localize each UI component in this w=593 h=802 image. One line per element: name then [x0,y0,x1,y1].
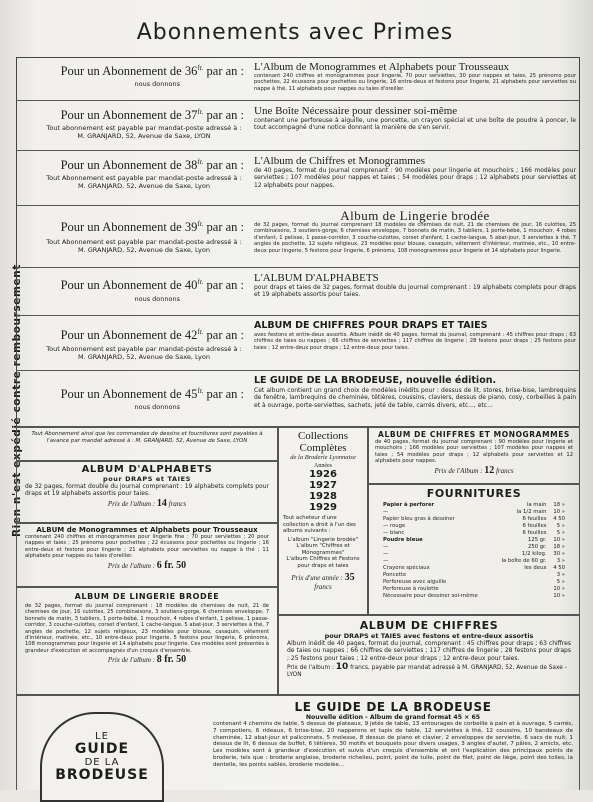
fourniture-row [383,565,565,572]
offer-sub: nous donnons [134,403,180,411]
year: 1926 [309,469,337,480]
offer-row [16,371,580,427]
collections-subtitle: de la Broderie Lyonnaise [290,454,356,461]
offer-price: Pour un Abonnement de $42^{fr.}$ par an : [60,328,244,343]
guide-logo [40,712,164,802]
collections-box [278,427,368,615]
offer-desc: contenant une perforeuse à aiguille, une poncette, un crayon spécial et une boîte de poudre à poncer, le tout accompagné d'une notice donnant la manière de s'en servir. [254,117,576,132]
offer-title: Album de Lingerie brodée [340,208,490,223]
collections-price: Prix d'une année : 35 francs [291,572,355,591]
offer-sub: Tout Abonnement est payable par mandat-poste adressé à : M. GRANJARD, 52, Avenue de Saxe, Lyon [46,174,242,190]
fourniture-label: Poncette [383,572,407,578]
fourniture-row [383,537,565,544]
collections-album: L'album "Chiffres et Monogrammes" [296,543,350,556]
album-chiffres-draps-desc: Album inédit de 40 pages, format du journal, comprenant : 45 chiffres pour draps ; 63 chiffres de taies ou nappes ; 66 chiffres de serviettes ; 117 chiffres de lingerie ; 28 festons pour draps ; 25 festons pour taies ; 12 entre-deux pour draps ; 12 entre-deux pour taies. [287,640,571,662]
album-chiffres-mono-box [368,427,580,484]
collections-years [283,469,363,513]
fourniture-label: Papier bleu gras à dessiner [383,516,455,522]
album-monogrammes-desc: contenant 240 chiffres et monogrammes pour lingerie fine ; 70 pour serviettes ; 20 pour nappes et taies ; 25 prénoms pour pochettes ; 22 écussons pour pochettes ou lingerie ; 16 entre-deux et festons pour lingerie ; 21 alphabets pour serviettes ou nappe à thé ; 11 alphabets pour nappes ou taies d'oreiller. [25,534,269,560]
offer-row [16,316,580,371]
collections-desc: Tout acheteur d'une collection a droit à l'un des albums suivants : [283,515,356,534]
album-lingerie-box [16,587,278,695]
fourniture-row [383,523,565,530]
album-lingerie-title: ALBUM DE LINGERIE BRODÉE [74,592,220,601]
album-alphabets-subtitle: pour DRAPS et TAIES [102,475,192,483]
fourniture-detail: 6 feuilles [522,523,547,529]
album-chiffres-draps-subtitle: pour DRAPS et TAIES avec festons et entre-deux assortis [324,632,534,640]
album-alphabets-box [16,461,278,523]
guide-title: LE GUIDE DE LA BRODEUSE [294,700,492,714]
fourniture-row [383,530,565,537]
offer-desc: pour draps et taies de 32 pages, format double du journal comprenant : 19 alphabets complets pour draps et 19 alphabets assortis pour taies. [254,284,576,299]
fourniture-label: Nécessaire pour dessiner soi-même [383,593,478,599]
fourniture-label: Poudre bleue [383,537,423,543]
fourniture-label: — [383,558,389,564]
fourniture-price: 10 » [553,537,565,543]
fourniture-price: 5 » [556,579,565,585]
fourniture-row [383,558,565,565]
offer-price: Pour un Abonnement de $37^{fr.}$ par an : [60,108,244,123]
collections-album: L'album "Lingerie brodée" [287,536,359,543]
fourniture-detail: 125 gr. [527,537,547,543]
fourniture-detail [494,586,547,593]
fourniture-detail: la boîte de 60 gr. [501,558,547,564]
offer-row [16,101,580,151]
fourniture-price: 30 » [553,551,565,557]
fourniture-detail: 6 feuilles [522,530,547,536]
year: 1928 [309,491,337,502]
offer-desc: contenant 240 chiffres et monogrammes pour lingerie, 70 pour serviettes, 30 pour nappes et taies, 25 prénoms pour pochettes, 22 écussons pour pochettes ou lingerie, 16 entre-deux et festons pour lingerie, 21 alphabets pour serviettes ou nappe à thé, 11 alphabets pour nappes ou taies d'oreiller. [254,73,576,92]
offer-sub: Tout abonnement est payable par mandat-poste adressé à : M. GRANJARD, 52, Avenue de Saxe, LYON [46,124,242,140]
year: 1929 [309,502,337,513]
album-chiffres-draps-price: Prix de l'album : 10 francs, payable par mandat adressé à M. GRANJARD, 52, Avenue de Saxe - LYON [287,662,567,679]
fourniture-price: 10 » [553,509,565,515]
offer-sub: nous donnons [134,295,180,303]
page-title: Abonnements avec Primes [136,20,454,45]
offer-row [16,57,580,101]
offer-title: Une Boîte Nécessaire pour dessiner soi-même [254,105,458,117]
fourniture-price: 18 » [553,502,565,508]
fourniture-row [383,593,565,600]
fourniture-row [383,502,565,509]
fournitures-box [368,484,580,615]
year: 1927 [309,480,337,491]
collections-album: L'album Chiffres et Festons pour draps et taies [286,556,360,569]
offer-row [16,206,580,268]
fourniture-detail: les deux [524,565,547,571]
logo-line: BRODEUSE [55,767,149,783]
fourniture-price: 5 » [556,530,565,536]
fourniture-detail: 1/2 kilog. [521,551,547,557]
fourniture-price: 3 » [556,572,565,578]
collections-title: Collections [297,430,349,442]
fourniture-row [383,509,565,516]
fourniture-label: Perforeuse à roulette [383,586,439,592]
offer-price: Pour un Abonnement de $39^{fr.}$ par an : [60,220,244,235]
fourniture-detail: 250 gr. [527,544,547,550]
guide-desc: contenant 4 chemins de table, 5 dessus de plateaux, 9 jetés de table, 13 entourages de corbeille à pain et à ouvrage, 5 carrés, 7 compotiers, 6 rideaux, 6 brise-bise, 20 napperons et tapis de table, 12 serviettes à thé, 12 coussins, 10 bandeaux de cheminée, 12 abat-jour et paliconnets, 5 molesse, 8 dessus de piano et clavier, 2 enveloppes de serviette, 6 sacs de nuit, 1 dessus de lit, 6 dessus de buffet, 6 têtières, 30 motifs et bouquets pour divers usages, 3 angles d'autel, 7 pâles, 2 amicts, etc. Les modèles sont à grandeur d'exécution et suivis d'un croquis d'ensemble et ont l'explication des principaux points de broderie, tels que : broderie anglaise, broderie richelieu, point, point de tulle, point de filet, point de liège, point des toiles, la dentelle, les points sablés, broderie modelée... [213,721,573,768]
fourniture-label: Papier à perforer [383,502,435,508]
offer-title: ALBUM DE CHIFFRES POUR DRAPS ET TAIES [254,320,488,331]
album-chiffres-draps-box [278,615,580,695]
fournitures-title: FOURNITURES [426,487,522,500]
album-chiffres-mono-title: ALBUM DE CHIFFRES ET MONOGRAMMES [378,430,570,439]
offer-price: Pour un Abonnement de $38^{fr.}$ par an : [60,158,244,173]
offer-title: L'ALBUM D'ALPHABETS [254,272,379,284]
offer-title: LE GUIDE DE LA BRODEUSE, nouvelle édition. [254,375,497,386]
fourniture-row [383,544,565,551]
offer-price: Pour un Abonnement de $40^{fr.}$ par an : [60,278,244,293]
offer-desc: avec festons et entre-deux assortis. Album inédit de 40 pages, format du journal, comprenant : 45 chiffres pour draps ; 63 chiffres de taies ou nappes ; 66 chiffres de serviettes ; 117 chiffres de lingerie ; 28 festons pour draps ; 25 festons pour taies ; 12 entre-deux pour draps ; 12 entre-deux pour taies. [254,332,576,351]
fourniture-row [383,551,565,558]
side-note: Rien n'est expédié contre remboursement [11,264,23,537]
offer-price: Pour un Abonnement de $36^{fr.}$ par an : [60,64,244,79]
album-chiffres-draps-title: ALBUM DE CHIFFRES [359,619,499,632]
album-alphabets-desc: de 32 pages, format double du journal comprenant : 19 alphabets complets pour draps et 19 alphabets assortis pour taies. [25,483,269,498]
fourniture-price: 10 » [553,593,565,599]
album-monogrammes-price: Prix de l'album : 6 fr. 50 [107,559,187,571]
fourniture-row [383,579,565,586]
album-monogrammes-box [16,523,278,587]
logo-line: DE LA [84,757,120,768]
offer-desc: de 40 pages, format du Journal comprenant : 90 modèles pour lingerie et mouchoirs ; 166 modèles pour serviettes ; 107 modèles pour nappes et taies ; 54 modèles pour draps ; 12 alphabets pour serviettes et 12 alphabets pour nappes. [254,167,576,189]
album-monogrammes-title: ALBUM de Monogrammes et Alphabets pour Trousseaux [36,526,258,534]
offer-row [16,268,580,316]
fourniture-detail [494,593,547,600]
album-alphabets-title: ALBUM D'ALPHABETS [81,464,213,475]
fourniture-row [383,572,565,579]
offer-sub: Tout Abonnement est payable par mandat-poste adressé à : M. GRANJARD, 52, Avenue de Saxe, Lyon [46,345,242,361]
album-alphabets-price: Prix de l'album : 14 francs [107,497,187,509]
fourniture-price: 4 50 [553,565,565,571]
fourniture-label: Crayons spéciaux [383,565,430,571]
fourniture-detail [494,579,547,586]
logo-line: LE [95,731,109,742]
offer-sub: Tout Abonnement est payable par mandat-poste adressé à : M. GRANJARD, 52, Avenue de Saxe, Lyon [46,238,242,254]
fourniture-label: — [383,509,389,515]
fourniture-row [383,516,565,523]
fourniture-detail: 6 feuilles [522,516,547,522]
fourniture-price: 5 » [556,523,565,529]
fourniture-label: — [383,551,389,557]
collections-years-label: Années [314,463,332,469]
fourniture-label: — blanc [383,530,405,536]
fourniture-label: — rouge [383,523,406,529]
offer-title: L'Album de Chiffres et Monogrammes [254,155,426,167]
offer-row [16,151,580,206]
fourniture-detail: la main [526,502,547,508]
fournitures-list [383,502,565,600]
offer-price: Pour un Abonnement de $45^{fr.}$ par an : [60,387,244,402]
offer-sub: nous donnons [134,80,180,88]
guide-subtitle: Nouvelle édition - Album de grand format 45 × 65 [305,714,481,721]
fourniture-price: 10 » [553,586,565,592]
collections-title2: Complètes [299,442,347,454]
album-chiffres-mono-desc: de 40 pages, format du journal comprenant : 90 modèles pour lingerie et mouchoirs ; 166 modèles pour serviettes ; 107 modèles pour nappes et taies ; 54 modèles pour draps ; 12 alphabets pour serviettes et 12 alphabets pour nappes. [375,439,573,465]
fourniture-price: 18 » [553,544,565,550]
fourniture-price: 4 50 [553,516,565,522]
offer-desc: de 32 pages, format du journal comprenant 18 modèles de chemises de nuit, 21 de chemises de jour, 16 culottes, 25 combinaisons, 3 soutiens-gorge, 6 chemises enveloppe, 7 bonnets de matin, 3 tabliers, 1 porte-bébé, 1 mouchoir, 4 robes d'enfant, 1 pelisse, 1 passe-corridor, 3 couche-culottes, corset d'enfant, 1 cache-langue, 5 abat-jour, 3 serviettes à thé, 7 angles de pochette, 12 sujets religieux, 23 modèles pour blouse, casaquin, vêtement d'intérieur, matinée, etc., 10 entre-deux pour lingerie, 5 festons pour lingerie, 6 prénoms, 108 monogrammes pour lingerie et 14 alphabets pour lingerie. [254,222,576,254]
fourniture-row [383,586,565,593]
logo-line: GUIDE [74,741,130,757]
fourniture-detail: la 1/2 main [516,509,547,515]
offer-title: L'Album de Monogrammes et Alphabets pour Trousseaux [254,61,509,73]
album-chiffres-mono-price: Prix de l'Album : 12 francs [434,464,514,476]
payment-note: Tout Abonnement ainsi que les commandes de dessins et fournitures sont payables à l'avance par mandat adressé à : M. GRANJARD, 52, Avenue de Saxe, LYON [16,427,278,461]
album-lingerie-desc: de 32 pages, format du journal comprenant : 18 modèles de chemises de nuit, 21 de chemises de jour, 16 culottes, 25 combinaisons, 3 soutiens-gorge, 6 chemises enveloppe, 7 bonnets de matin, 3 tabliers, 1 porte-bébé, 1 mouchoir, 4 robes d'enfant, 1 pelisse, 1 passe-corridor, 3 couche-culottes, corset d'enfant, 1 cache-langue, 5 abat-jour, 3 serviettes à thé, 7 angles de pochette, 12 sujets religieux, 23 modèles pour blouse, casaquin, vêtement d'intérieur, matinée, etc., 10 entre-deux pour lingerie, 5 festons pour lingerie, 6 prénoms, 108 monogrammes pour lingerie et 14 alphabets pour lingerie. Ces modèles sont présentés à grandeur d'exécution et accompagnés d'un croquis d'ensemble. [25,603,269,654]
album-lingerie-price: Prix de l'album : 8 fr. 50 [107,654,187,666]
fourniture-detail [494,572,547,579]
fourniture-price: 3 » [556,558,565,564]
fourniture-label: Perforeuse avec aiguille [383,579,447,585]
offer-desc: Cet album contient un grand choix de modèles inédits pour : dessus de lit, stores, brise-bise, lambrequins de fenêtre, lambrequins de cheminée, têtières, coussins, claviers, dessus de piano, cosy, corbeilles à pain et à ouvrage, porte-serviettes, sachets, jeté de table, carrés divers, etc..., etc... [254,387,576,409]
fourniture-label: — [383,544,389,550]
